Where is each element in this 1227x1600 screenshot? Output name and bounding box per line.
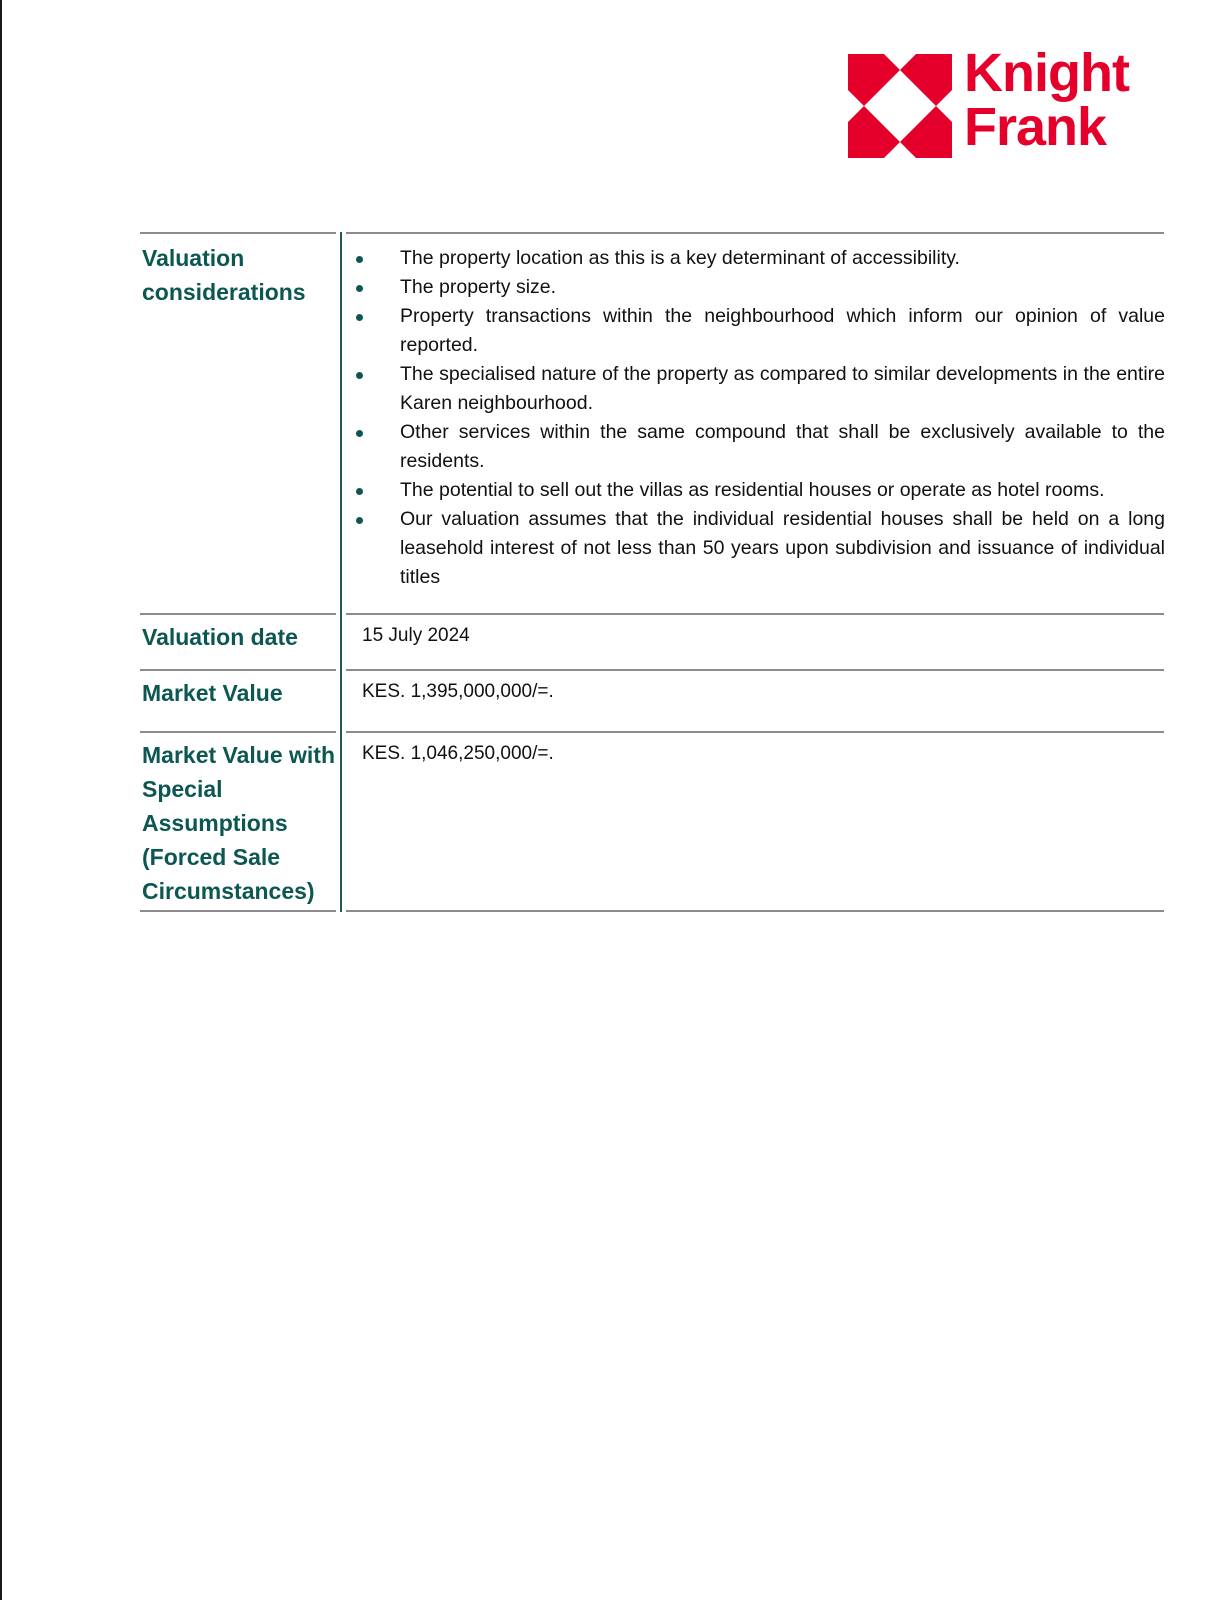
row-label-forced-sale-value: Market Value with Special Assumptions (Forced Sale Circumstances) <box>142 742 336 904</box>
bullet-icon <box>356 430 363 437</box>
row-divider <box>140 232 336 234</box>
bullet-icon <box>356 314 363 321</box>
knight-frank-wordmark <box>964 43 1129 157</box>
row-divider <box>140 613 336 615</box>
bullet-icon <box>356 488 363 495</box>
list-item: The property size. <box>350 273 1165 302</box>
brand-line-1: Knight <box>964 43 1129 103</box>
row-divider <box>346 731 1164 733</box>
market-value-value: KES. 1,395,000,000/=. <box>362 681 554 702</box>
bullet-icon <box>356 285 363 292</box>
row-label-valuation-considerations: Valuation considerations <box>142 245 306 305</box>
column-divider <box>340 232 342 912</box>
list-item: Property transactions within the neighbourhood which inform our opinion of value reported. <box>350 302 1165 360</box>
bullet-icon <box>356 372 363 379</box>
row-divider <box>346 232 1164 234</box>
list-item: The potential to sell out the villas as residential houses or operate as hotel rooms. <box>350 476 1165 505</box>
row-divider <box>140 910 336 912</box>
list-item: Our valuation assumes that the individual residential houses shall be held on a long leasehold interest of not less than 50 years upon subdivision and issuance of individual titles <box>350 505 1165 592</box>
row-label-market-value: Market Value <box>142 680 283 706</box>
row-divider <box>346 910 1164 912</box>
valuation-considerations-list <box>350 244 1165 592</box>
list-item: The specialised nature of the property as compared to similar developments in the entire Karen neighbourhood. <box>350 360 1165 418</box>
page-edge <box>0 0 2 1600</box>
bullet-icon <box>356 256 363 263</box>
row-divider <box>346 669 1164 671</box>
list-item: Other services within the same compound that shall be exclusively available to the residents. <box>350 418 1165 476</box>
forced-sale-value: KES. 1,046,250,000/=. <box>362 743 554 764</box>
row-label-valuation-date: Valuation date <box>142 624 298 650</box>
row-divider <box>346 613 1164 615</box>
knight-frank-logo <box>848 43 1148 160</box>
bullet-icon <box>356 517 363 524</box>
knight-frank-logo-mark-icon <box>848 54 952 158</box>
list-item: The property location as this is a key determinant of accessibility. <box>350 244 1165 273</box>
row-divider <box>140 669 336 671</box>
valuation-date-value: 15 July 2024 <box>362 625 470 646</box>
brand-line-2: Frank <box>964 97 1107 157</box>
row-divider <box>140 731 336 733</box>
